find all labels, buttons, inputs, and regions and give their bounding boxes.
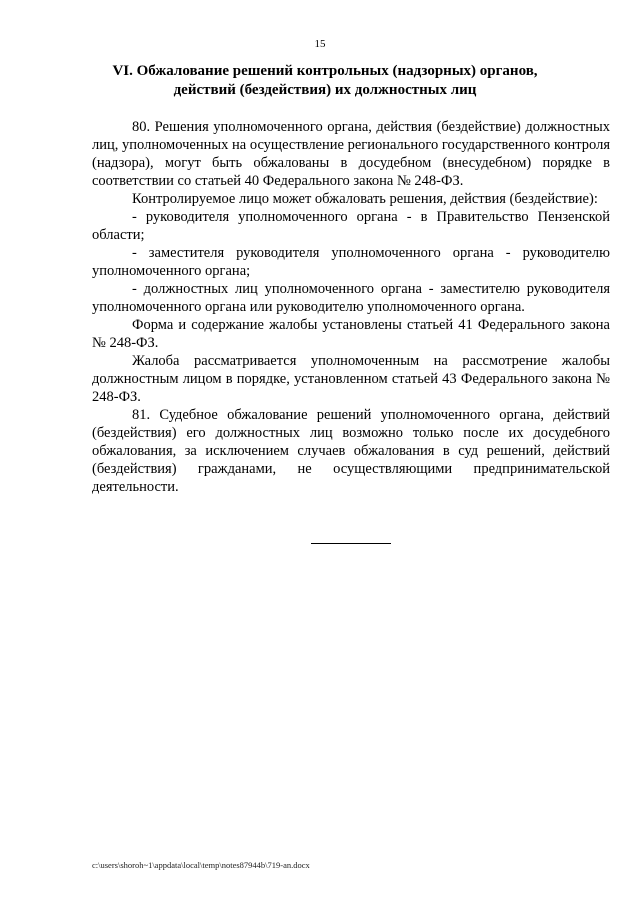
footer-file-path: c:\users\shoroh~1\appdata\local\temp\notes87944b\719-an.docx xyxy=(92,860,310,870)
section-title xyxy=(100,62,550,100)
section-title-line-2: действий (бездействия) их должностных лиц xyxy=(173,82,477,98)
paragraph-80: 80. Решения уполномоченного органа, действия (бездействие) должностных лиц, уполномоченных на осуществление регионального государственного контроля (надзора), могут быть обжалованы в досудебном (внесудебном) порядке в соответствии со статьей 40 Федерального закона № 248-ФЗ. xyxy=(92,119,610,189)
list-item-deputy-head: - заместителя руководителя уполномоченного органа - руководителю уполномоченного органа; xyxy=(92,245,610,279)
list-item-head: - руководителя уполномоченного органа - в Правительство Пензенской области; xyxy=(92,209,610,243)
list-item-officials: - должностных лиц уполномоченного органа - заместителю руководителя уполномоченного органа или руководителю уполномоченного органа. xyxy=(92,281,610,315)
section-title-line-1: VI. Обжалование решений контрольных (надзорных) органов, xyxy=(112,63,538,79)
paragraph-81: 81. Судебное обжалование решений уполномоченного органа, действий (бездействия) его должностных лиц возможно только после их досудебного обжалования, за исключением случаев обжалования в суд решений, действий (бездействия) гражданами, не осуществляющими предпринимательской деятельности. xyxy=(92,407,610,495)
end-separator xyxy=(311,543,391,544)
paragraph-complaint-review: Жалоба рассматривается уполномоченным на рассмотрение жалобы должностным лицом в порядке, установленном статьей 43 Федерального закона № 248-ФЗ. xyxy=(92,353,610,405)
page-number: 15 xyxy=(314,38,326,50)
paragraph-complaint-form: Форма и содержание жалобы установлены статьей 41 Федерального закона № 248-ФЗ. xyxy=(92,317,610,351)
paragraph-appeal-intro: Контролируемое лицо может обжаловать решения, действия (бездействие): xyxy=(132,191,598,207)
document-body xyxy=(92,118,610,496)
